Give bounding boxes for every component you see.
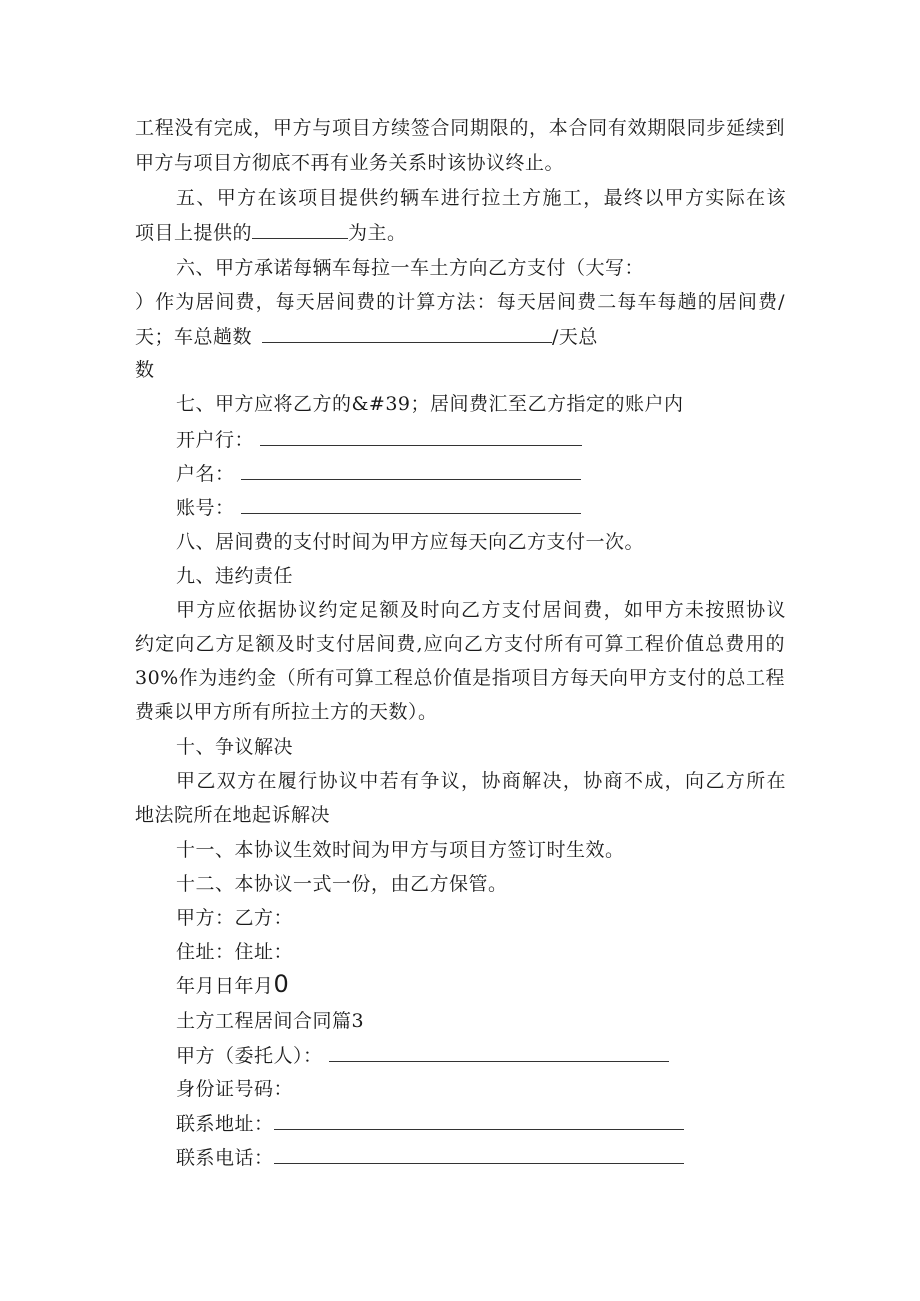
vehicle-count-blank <box>252 220 348 239</box>
clause-5-suffix: 为主。 <box>348 222 407 244</box>
phone-label: 联系电话： <box>176 1147 274 1169</box>
account-name-label: 户名： <box>176 463 235 485</box>
clause-11-line: 十一、本协议生效时间为甲方与项目方签订时生效。 <box>176 839 625 861</box>
clause-9-line: 甲方应依据协议约定足额及时向乙方支付居间费，如甲方未按照协议 <box>176 599 786 621</box>
trip-count-blank <box>262 324 552 343</box>
address-label: 联系地址： <box>176 1113 274 1135</box>
client-label: 甲方（委托人）： <box>176 1045 323 1067</box>
section-title: 土方工程居间合同篇3 <box>176 1010 365 1032</box>
account-number-line <box>176 495 581 520</box>
clause-5-text: 项目上提供的 <box>135 222 253 244</box>
clause-9-line-4: 费乘以甲方所有所拉土方的天数）。 <box>135 701 438 723</box>
clause-12-line: 十二、本协议一式一份，由乙方保管。 <box>176 873 508 895</box>
clause-10-line: 甲乙双方在履行协议中若有争议，协商解决，协商不成，向乙方所在 <box>176 770 786 792</box>
phone-blank <box>274 1145 684 1164</box>
clause-5-line-2 <box>135 220 407 245</box>
date-zero: 0 <box>273 970 290 998</box>
clause-6-line: 六、甲方承诺每辆车每拉一车土方向乙方支付（大写： <box>176 257 645 279</box>
clause-7-line: 七、甲方应将乙方的&#39；居间费汇至乙方指定的账户内 <box>176 393 684 415</box>
clause-6-text: 天；车总趟数 <box>135 326 253 348</box>
clause-9-line-2: 约定向乙方足额及时支付居间费,应向乙方支付所有可算工程价值总费用的 <box>135 633 785 655</box>
clause-9-heading: 九、违约责任 <box>176 565 294 587</box>
address-blank <box>274 1111 684 1130</box>
clause-6-line-3 <box>135 324 598 349</box>
account-number-blank <box>241 495 581 514</box>
client-blank <box>329 1043 669 1062</box>
account-number-label: 账号： <box>176 497 235 519</box>
id-number-line: 身份证号码： <box>176 1078 294 1100</box>
paragraph-line: 甲方与项目方彻底不再有业务关系时该协议终止。 <box>135 152 565 174</box>
date-text: 年月日年月 <box>176 975 274 997</box>
bank-blank <box>260 427 582 446</box>
clause-6-suffix: /天总 <box>552 326 598 348</box>
phone-line <box>176 1145 684 1170</box>
client-line <box>176 1043 669 1068</box>
clause-9-line-3: 30%作为违约金（所有可算工程总价值是指项目方每天向甲方支付的总工程 <box>135 667 785 689</box>
signature-address: 住址：住址： <box>176 941 294 963</box>
paragraph-line: 工程没有完成，甲方与项目方续签合同期限的，本合同有效期限同步延续到 <box>135 117 785 139</box>
clause-8-line: 八、居间费的支付时间为甲方应每天向乙方支付一次。 <box>176 531 645 553</box>
bank-label: 开户行： <box>176 429 255 451</box>
clause-5-line: 五、甲方在该项目提供约辆车进行拉土方施工，最终以甲方实际在该 <box>176 187 786 209</box>
signature-parties: 甲方：乙方： <box>176 907 294 929</box>
clause-10-line-2: 地法院所在地起诉解决 <box>135 804 331 826</box>
bank-line <box>176 427 582 452</box>
account-name-line <box>176 461 581 486</box>
account-name-blank <box>241 461 581 480</box>
address-line <box>176 1111 684 1136</box>
clause-6-line-4: 数 <box>135 359 155 381</box>
clause-10-heading: 十、争议解决 <box>176 736 294 758</box>
clause-6-line-2: ）作为居间费，每天居间费的计算方法：每天居间费二每车每趟的居间费/ <box>135 291 785 313</box>
signature-date <box>176 972 289 998</box>
